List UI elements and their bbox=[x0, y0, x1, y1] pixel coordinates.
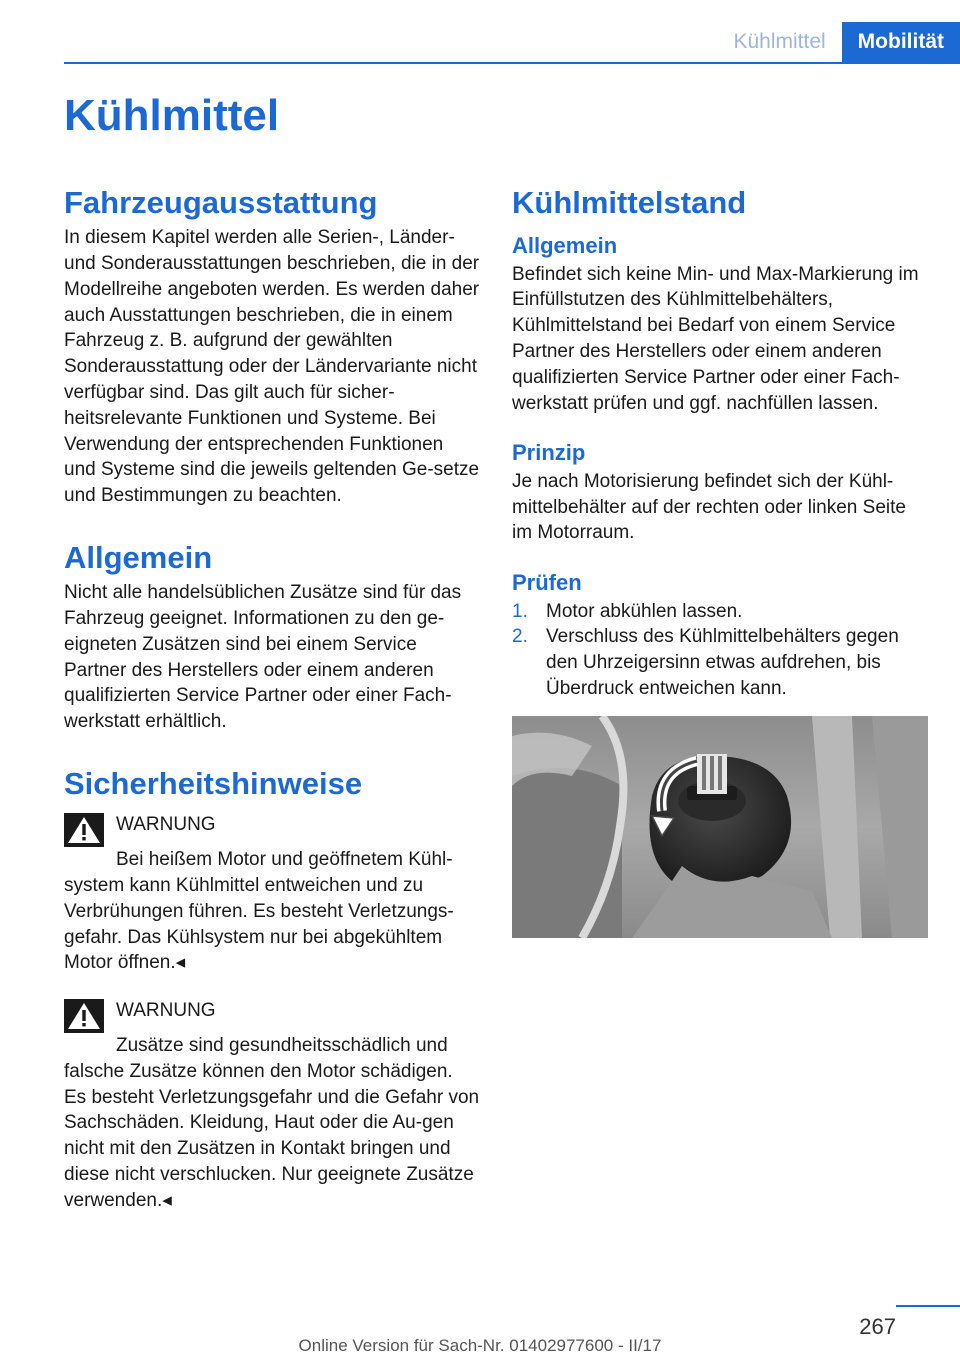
header-tab-chapter[interactable]: Mobilität bbox=[842, 22, 960, 62]
text-allgemein-left: Nicht alle handelsüblichen Zusätze sind für das Fahrzeug geeignet. Informationen zu den ge-eigneten Zusätzen sind bei einem Service Partner des Herstellers oder einem anderen qualifizierten Service Partner oder einer Fach-werkstatt erhältlich. bbox=[64, 582, 462, 733]
list-item bbox=[512, 599, 928, 625]
right-column bbox=[512, 184, 928, 967]
text-fahrzeugausstattung: In diesem Kapitel werden alle Serien-, Länder- und Sonderausstattungen beschrieben, die in der Modellreihe angeboten werden. Es werden daher auch Ausstattungen beschrieben, die in einem Fahrzeug z. B. aufgrund der gewählten Sonderausstattung oder der Ländervariante nicht verfügbar sind. Das gilt auch für sicher-heitsrelevante Funktionen und Systeme. Bei Verwendung der entsprechenden Funktionen und Systeme sind die jeweils geltenden Ge-setze und Bestimmungen zu beachten. bbox=[64, 227, 480, 507]
section-pruefen bbox=[512, 570, 928, 943]
warning-title-2: WARNUNG bbox=[116, 1000, 216, 1022]
header-tab-section[interactable]: Kühlmittel bbox=[717, 22, 841, 62]
warning-head-1 bbox=[64, 812, 480, 847]
heading-prinzip: Prinzip bbox=[512, 440, 586, 466]
heading-pruefen: Prüfen bbox=[512, 570, 582, 596]
text-prinzip: Je nach Motorisierung befindet sich der Kühl-mittelbehälter auf der rechten oder linken Seite im Motorraum. bbox=[512, 470, 906, 544]
warning-block-1 bbox=[64, 812, 480, 976]
warning-text-1: Bei heißem Motor und geöffnetem Kühl-system kann Kühlmittel entweichen und zu Verbrühungen führen. Es besteht Verletzungs-gefahr. Das Kühlsystem nur bei abgekühltem Motor öffnen.◂ bbox=[64, 849, 454, 974]
warning-title-1: WARNUNG bbox=[116, 814, 216, 836]
heading-kuehlmittelstand: Kühlmittelstand bbox=[512, 185, 747, 220]
step-text: Verschluss des Kühlmittelbehälters gegen den Uhrzeigersinn etwas aufdrehen, bis Überdruck entweichen kann. bbox=[546, 626, 899, 699]
header-rule bbox=[64, 62, 960, 64]
section-sicherheitshinweise bbox=[64, 765, 480, 1214]
page-title: Kühlmittel bbox=[64, 91, 280, 140]
footer-rule bbox=[896, 1305, 960, 1307]
steps-list bbox=[512, 599, 928, 702]
heading-allgemein-left: Allgemein bbox=[64, 539, 213, 575]
header-tabs bbox=[717, 22, 960, 62]
warning-triangle-icon bbox=[64, 813, 104, 847]
coolant-reservoir-photo bbox=[512, 716, 928, 938]
page-number: 267 bbox=[859, 1314, 896, 1339]
warning-block-2 bbox=[64, 998, 480, 1214]
step-text: Motor abkühlen lassen. bbox=[546, 600, 743, 622]
warning-triangle-icon bbox=[64, 999, 104, 1033]
heading-sicherheitshinweise: Sicherheitshinweise bbox=[64, 765, 363, 801]
section-allgemein-right bbox=[512, 233, 928, 416]
heading-allgemein-right: Allgemein bbox=[512, 233, 618, 259]
text-allgemein-right: Befindet sich keine Min- und Max-Markierung im Einfüllstutzen des Kühlmittelbehälters, Kühlmittelstand bei Bedarf von einem Service Partner des Herstellers oder einem anderen qualifizierten Service Partner oder einer Fach-werkstatt prüfen und ggf. nachfüllen lassen. bbox=[512, 263, 919, 414]
online-version-note: Online Version für Sach-Nr. 01402977600 - II/17 bbox=[298, 1336, 662, 1355]
section-fahrzeugausstattung bbox=[64, 184, 480, 509]
section-allgemein-left bbox=[64, 539, 480, 735]
heading-fahrzeugausstattung: Fahrzeugausstattung bbox=[64, 185, 378, 220]
left-column bbox=[64, 184, 480, 1244]
step-number: 1. bbox=[512, 600, 528, 622]
section-prinzip bbox=[512, 440, 928, 546]
warning-head-2 bbox=[64, 998, 480, 1033]
step-number: 2. bbox=[512, 626, 528, 648]
warning-text-2: Zusätze sind gesundheitsschädlich und falsche Zusätze können den Motor schädigen. Es besteht Verletzungsgefahr und die Gefahr von Sachschäden. Kleidung, Haut oder die Au-gen nicht mit den Zusätzen in Kontakt bringen und diese nicht verschlucken. Nur geeignete Zusätze verwenden.◂ bbox=[64, 1035, 480, 1211]
list-item bbox=[512, 624, 928, 701]
